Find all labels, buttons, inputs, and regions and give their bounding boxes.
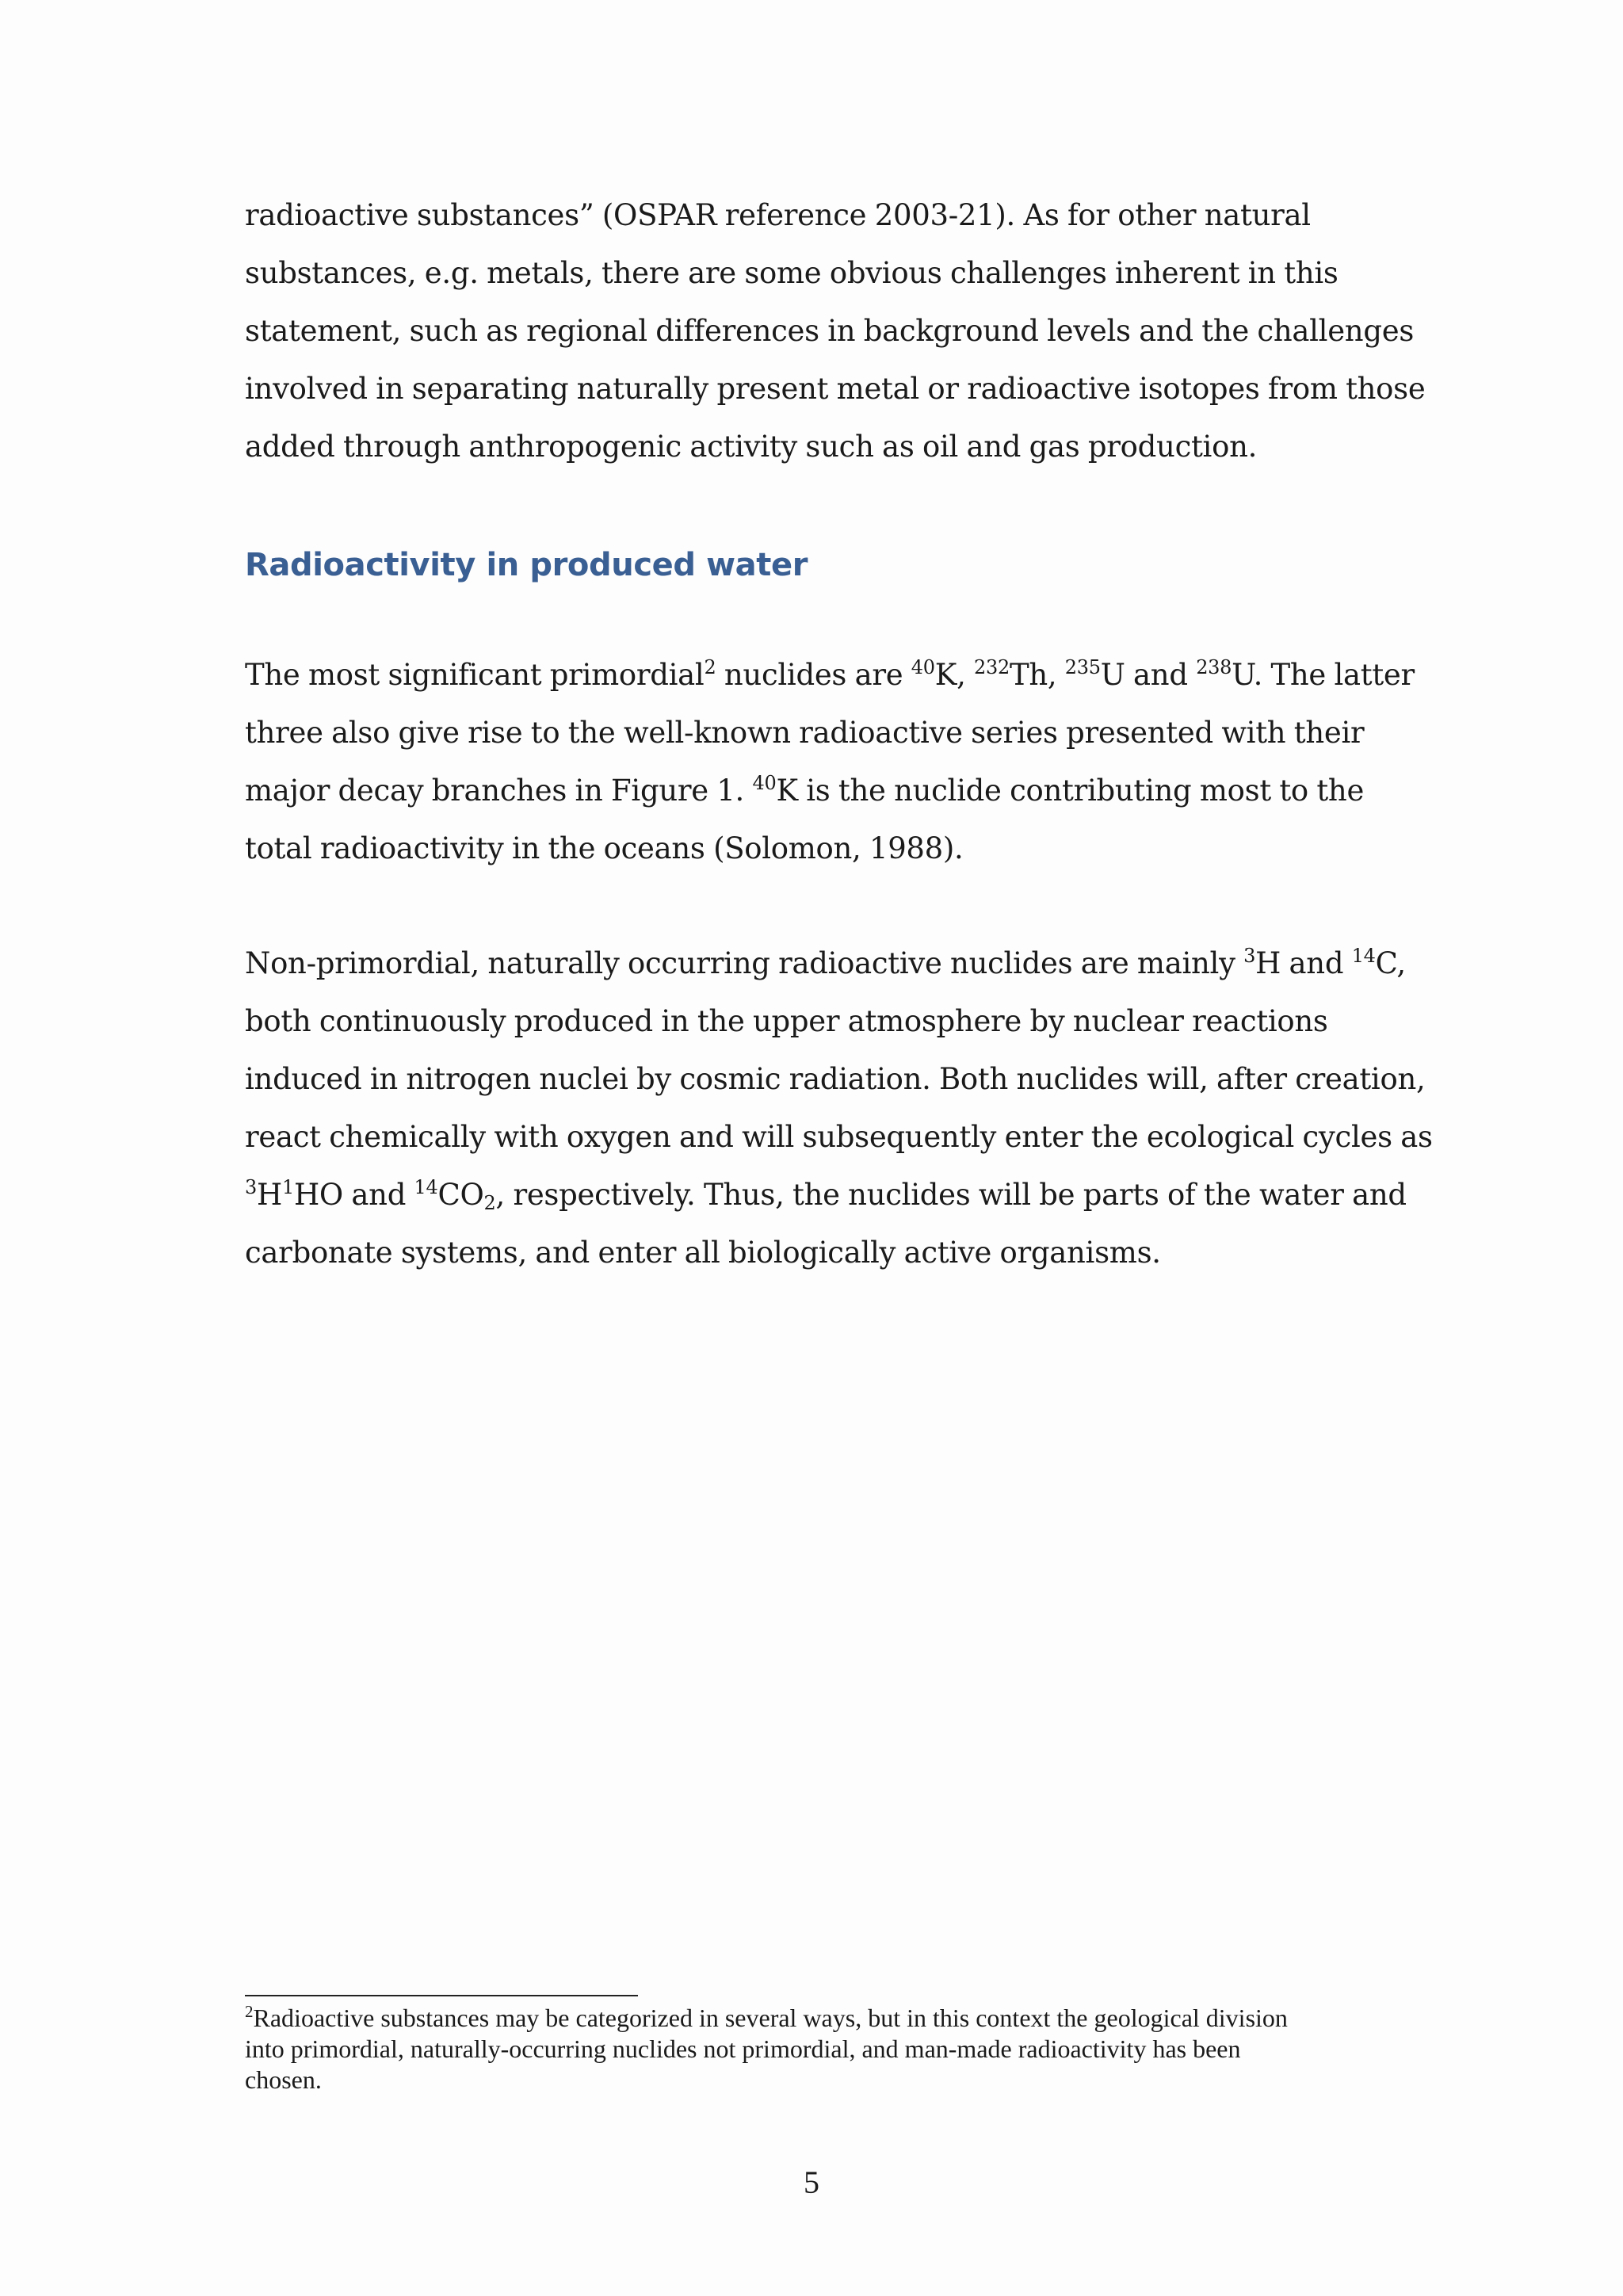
- paragraph-line: The most significant primordial$^2$ nuclides are $^{40}$K, $^{232}$Th, $^{235}$U and $^{238}$U. The latter: [245, 656, 1415, 692]
- paragraph-line: induced in nitrogen nuclei by cosmic radiation. Both nuclides will, after creation,: [245, 1062, 1426, 1096]
- paragraph-line: radioactive substances” (OSPAR reference 2003-21). As for other natural: [245, 198, 1311, 232]
- section-heading: Radioactivity in produced water: [245, 547, 808, 583]
- paragraph-line: substances, e.g. metals, there are some obvious challenges inherent in this: [245, 256, 1338, 290]
- non-primordial-paragraph: [245, 934, 1433, 1282]
- footnote-line: $^2$Radioactive substances may be categorized in several ways, but in this context the geological division: [245, 2002, 1288, 2032]
- paragraph-line: statement, such as regional differences in background levels and the challenges: [245, 314, 1415, 348]
- footnote-line: into primordial, naturally-occurring nuclides not primordial, and man-made radioactivity has been: [245, 2034, 1241, 2063]
- primordial-nuclides-paragraph: [245, 646, 1415, 877]
- paragraph-line: carbonate systems, and enter all biologically active organisms.: [245, 1236, 1161, 1270]
- paragraph-line: $^3H^1HO$ and $^{14}CO_2$, respectively. Thus, the nuclides will be parts of the water and: [245, 1176, 1407, 1214]
- footnote: [245, 2003, 1394, 2095]
- intro-paragraph: [245, 186, 1426, 476]
- footnote-line: chosen.: [245, 2065, 322, 2094]
- paragraph-line: Non-primordial, naturally occurring radioactive nuclides are mainly $^3$H and $^{14}$C,: [245, 945, 1406, 980]
- paragraph-line: major decay branches in Figure 1. $^{40}$K is the nuclide contributing most to the: [245, 772, 1365, 808]
- paragraph-line: three also give rise to the well-known radioactive series presented with their: [245, 716, 1365, 750]
- paragraph-line: react chemically with oxygen and will subsequently enter the ecological cycles as: [245, 1120, 1433, 1154]
- footnote-marker: 2: [245, 2002, 254, 2021]
- footnote-reference[interactable]: 2: [704, 656, 716, 678]
- page-number: 5: [804, 2164, 819, 2200]
- paragraph-line: both continuously produced in the upper atmosphere by nuclear reactions: [245, 1004, 1328, 1038]
- footnote-separator: [245, 1995, 638, 1996]
- paragraph-line: added through anthropogenic activity such as oil and gas production.: [245, 430, 1258, 464]
- paragraph-line: involved in separating naturally present metal or radioactive isotopes from those: [245, 372, 1426, 406]
- paragraph-line: total radioactivity in the oceans (Solomon, 1988).: [245, 831, 964, 865]
